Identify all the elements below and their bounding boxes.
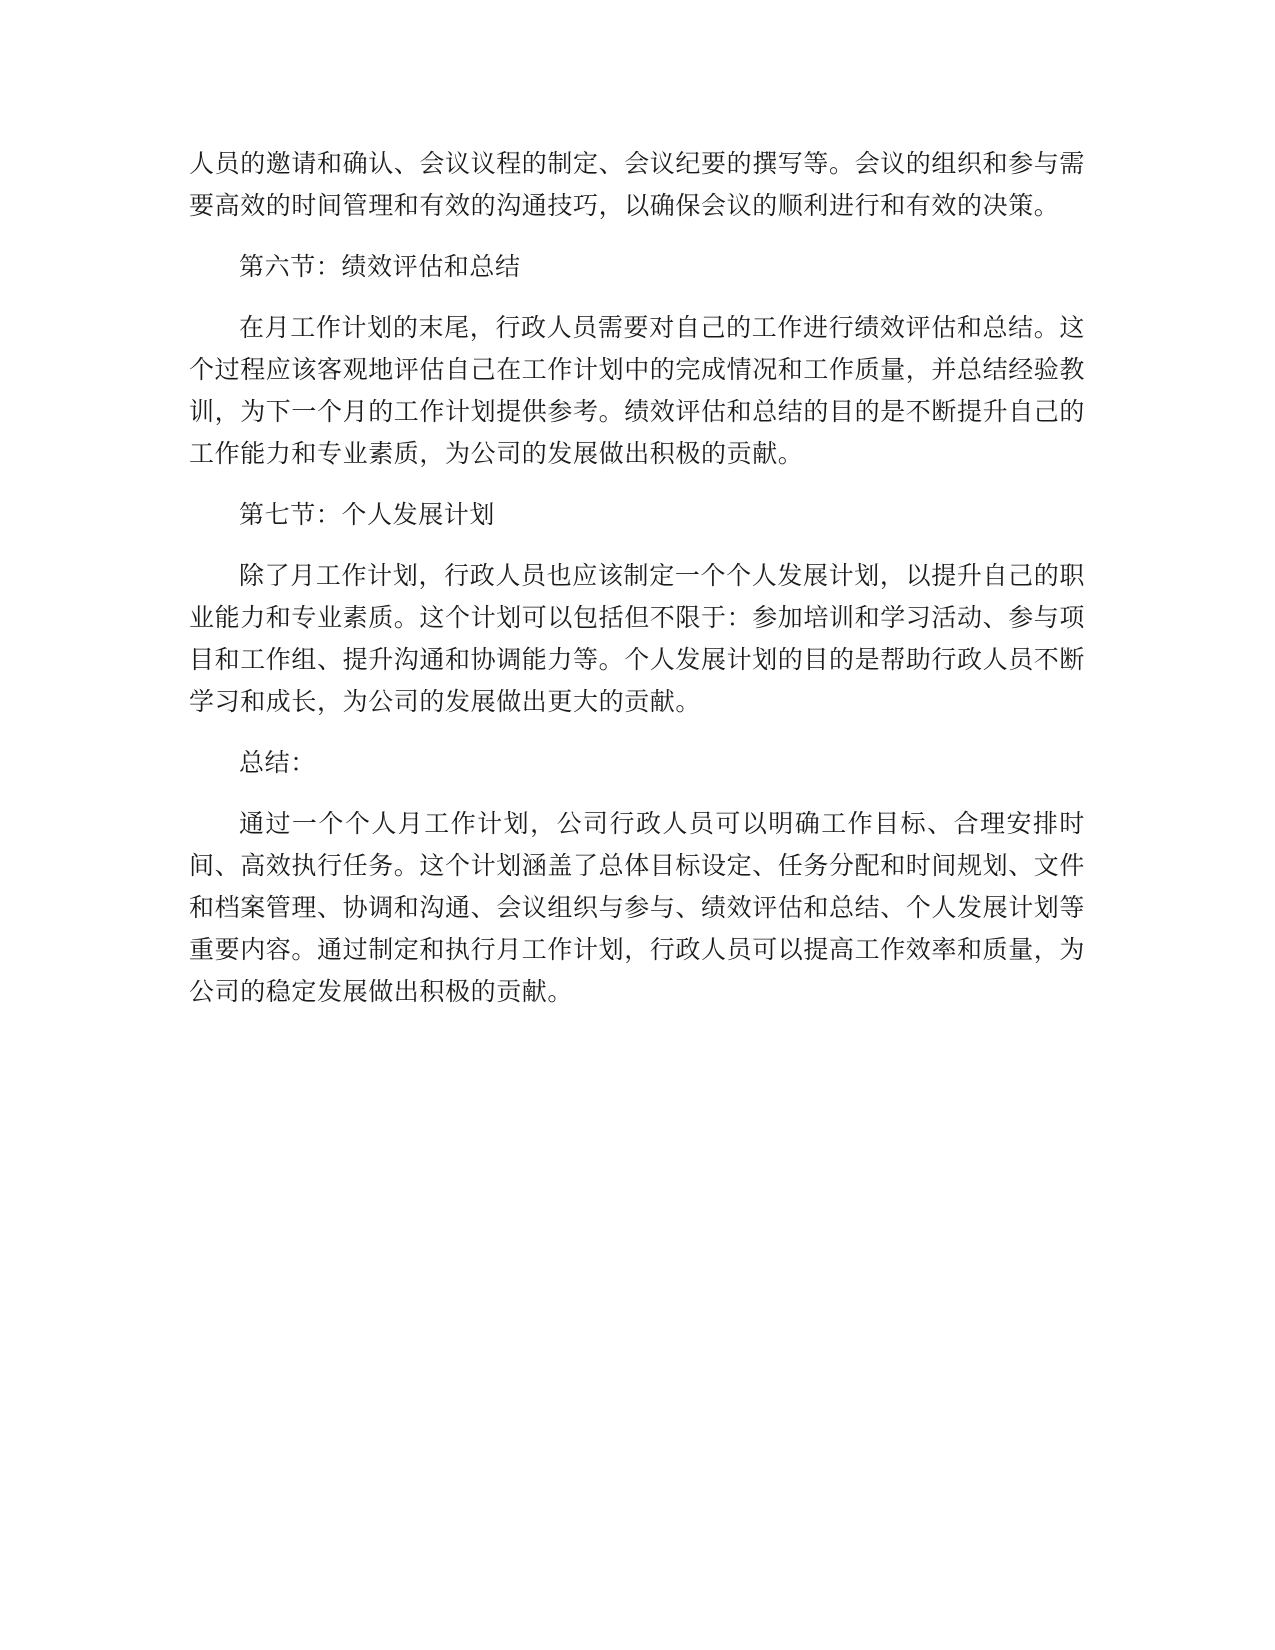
paragraph-gap <box>189 227 1085 246</box>
section-heading-7: 第七节：个人发展计划 <box>239 500 496 529</box>
paragraph-gap <box>189 288 1085 307</box>
paragraph-gap <box>189 536 1085 555</box>
paragraph-gap <box>189 475 1085 494</box>
paragraph-summary: 通过一个个人月工作计划，公司行政人员可以明确工作目标、合理安排时间、高效执行任务。这个计划涵盖了总体目标设定、任务分配和时间规划、文件和档案管理、协调和沟通、会议组织与参与、绩效评估和总结、个人发展计划等重要内容。通过制定和执行月工作计划，行政人员可以提高工作效率和质量，为公司的稳定发展做出积极的贡献。 <box>189 809 1086 1006</box>
paragraph-performance-review: 在月工作计划的末尾，行政人员需要对自己的工作进行绩效评估和总结。这个过程应该客观地评估自己在工作计划中的完成情况和工作质量，并总结经验教训，为下一个月的工作计划提供参考。绩效评估和总结的目的是不断提升自己的工作能力和专业素质，为公司的发展做出积极的贡献。 <box>189 313 1086 468</box>
paragraph-gap <box>189 784 1085 803</box>
section-heading-6: 第六节：绩效评估和总结 <box>239 252 521 281</box>
document-page <box>189 143 1085 1013</box>
paragraph-gap <box>189 723 1085 742</box>
summary-heading: 总结： <box>239 748 316 777</box>
paragraph-personal-development: 除了月工作计划，行政人员也应该制定一个个人发展计划，以提升自己的职业能力和专业素质。这个计划可以包括但不限于：参加培训和学习活动、参与项目和工作组、提升沟通和协调能力等。个人发展计划的目的是帮助行政人员不断学习和成长，为公司的发展做出更大的贡献。 <box>189 561 1086 716</box>
paragraph-meeting-continued: 人员的邀请和确认、会议议程的制定、会议纪要的撰写等。会议的组织和参与需要高效的时间管理和有效的沟通技巧，以确保会议的顺利进行和有效的决策。 <box>189 149 1086 220</box>
